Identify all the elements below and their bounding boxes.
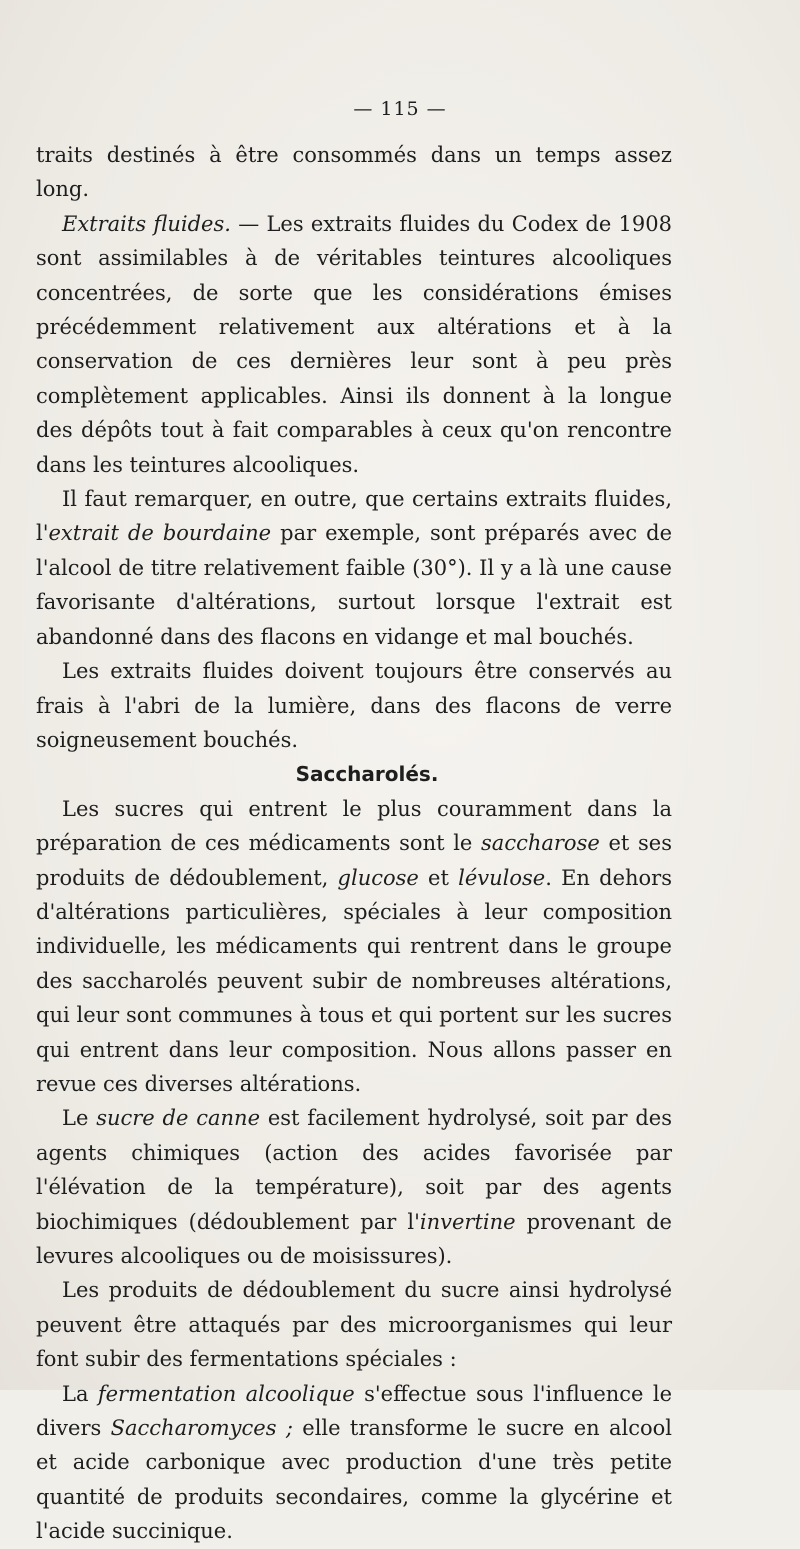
paragraph-text: elle transforme le sucre en alcool et acide carbonique avec production d'une très petite quantité de produits secondaires, comme la glycérine et l'acide succinique. <box>36 1416 672 1544</box>
paragraph-7: Les produits de dédoublement du sucre ainsi hydrolysé peuvent être attaqués par des microorganismes qui leur font subir des fermentations spéciales : <box>36 1278 672 1372</box>
paragraph-text: — Les extraits fluides du Codex de 1908 sont assimilables à de véritables teintures alcooliques concentrées, de sorte que les considérations émises précédemment relativement aux altérations et à la conservation de ces dernières leur sont à peu près complètement applicables. Ainsi ils donnent à la longue des dépôts tout à fait comparables à ceux qu'on rencontre dans les teintures alcooliques. <box>36 211 672 477</box>
paragraph-text: Les sucres qui entrent le plus couramment dans la préparation de ces médicaments sont le <box>36 796 672 856</box>
page-number: — 115 — <box>353 98 447 120</box>
paragraph-text: Il faut remarquer, en outre, que certains extraits fluides, l' <box>36 487 672 546</box>
paragraph-text: est facilement hydrolysé, soit par des agents chimiques (action des acides favorisée par l'élévation de la température), soit par des agents biochimiques (dédoublement par l' <box>36 1106 672 1234</box>
subheading-extraits-fluides: Extraits fluides. <box>62 211 231 236</box>
page-body <box>36 138 672 1549</box>
paragraph-text: s'effectue sous l'influence le divers <box>36 1381 672 1441</box>
paragraph-4: Les extraits fluides doivent toujours être conservés au frais à l'abri de la lumière, dans des flacons de verre soigneusement bouchés. <box>36 659 672 752</box>
paragraph-text: provenant de levures alcooliques ou de moisissures). <box>36 1209 672 1268</box>
italic-term: extrait de bourdaine <box>48 521 272 546</box>
paragraph-1: traits destinés à être consommés dans un temps assez long. <box>36 143 672 202</box>
paragraph-text: et ses produits de dédoublement, <box>36 831 672 890</box>
paragraph-extraits-fluides <box>36 207 672 482</box>
italic-term: invertine <box>419 1209 516 1234</box>
italic-term: sucre de canne <box>96 1106 261 1131</box>
section-title: Saccharolés. <box>295 762 439 787</box>
paragraph-text: La <box>62 1381 98 1406</box>
paragraph-6 <box>36 1101 672 1273</box>
paragraph-text: . En dehors d'altérations particulières, spéciales à leur composition individuelle, les médicaments qui rentrent dans le groupe des saccharolés peuvent subir de nombreuses altérations, qui leur sont communes à tous et qui portent sur les sucres qui entrent dans leur composition. Nous allons passer en revue ces diverses altérations. <box>36 865 672 1096</box>
paragraph-text: et <box>418 865 459 890</box>
italic-term: lévulose <box>458 865 546 890</box>
italic-term: glucose <box>337 865 419 890</box>
paragraph-text: par exemple, sont préparés avec de l'alcool de titre relativement faible (30°). Il y a là une cause favorisante d'altérations, surtout lorsque l'extrait est abandonné dans des flacons en vidange et mal bouchés. <box>36 521 672 649</box>
italic-term: fermentation alcoolique <box>97 1381 355 1406</box>
italic-term: saccharose <box>481 831 600 856</box>
italic-term: Saccharomyces ; <box>110 1416 293 1441</box>
paragraph-8 <box>36 1377 672 1549</box>
paragraph-5 <box>36 792 672 1102</box>
paragraph-text: Le <box>62 1106 97 1131</box>
paragraph-3 <box>36 482 672 654</box>
